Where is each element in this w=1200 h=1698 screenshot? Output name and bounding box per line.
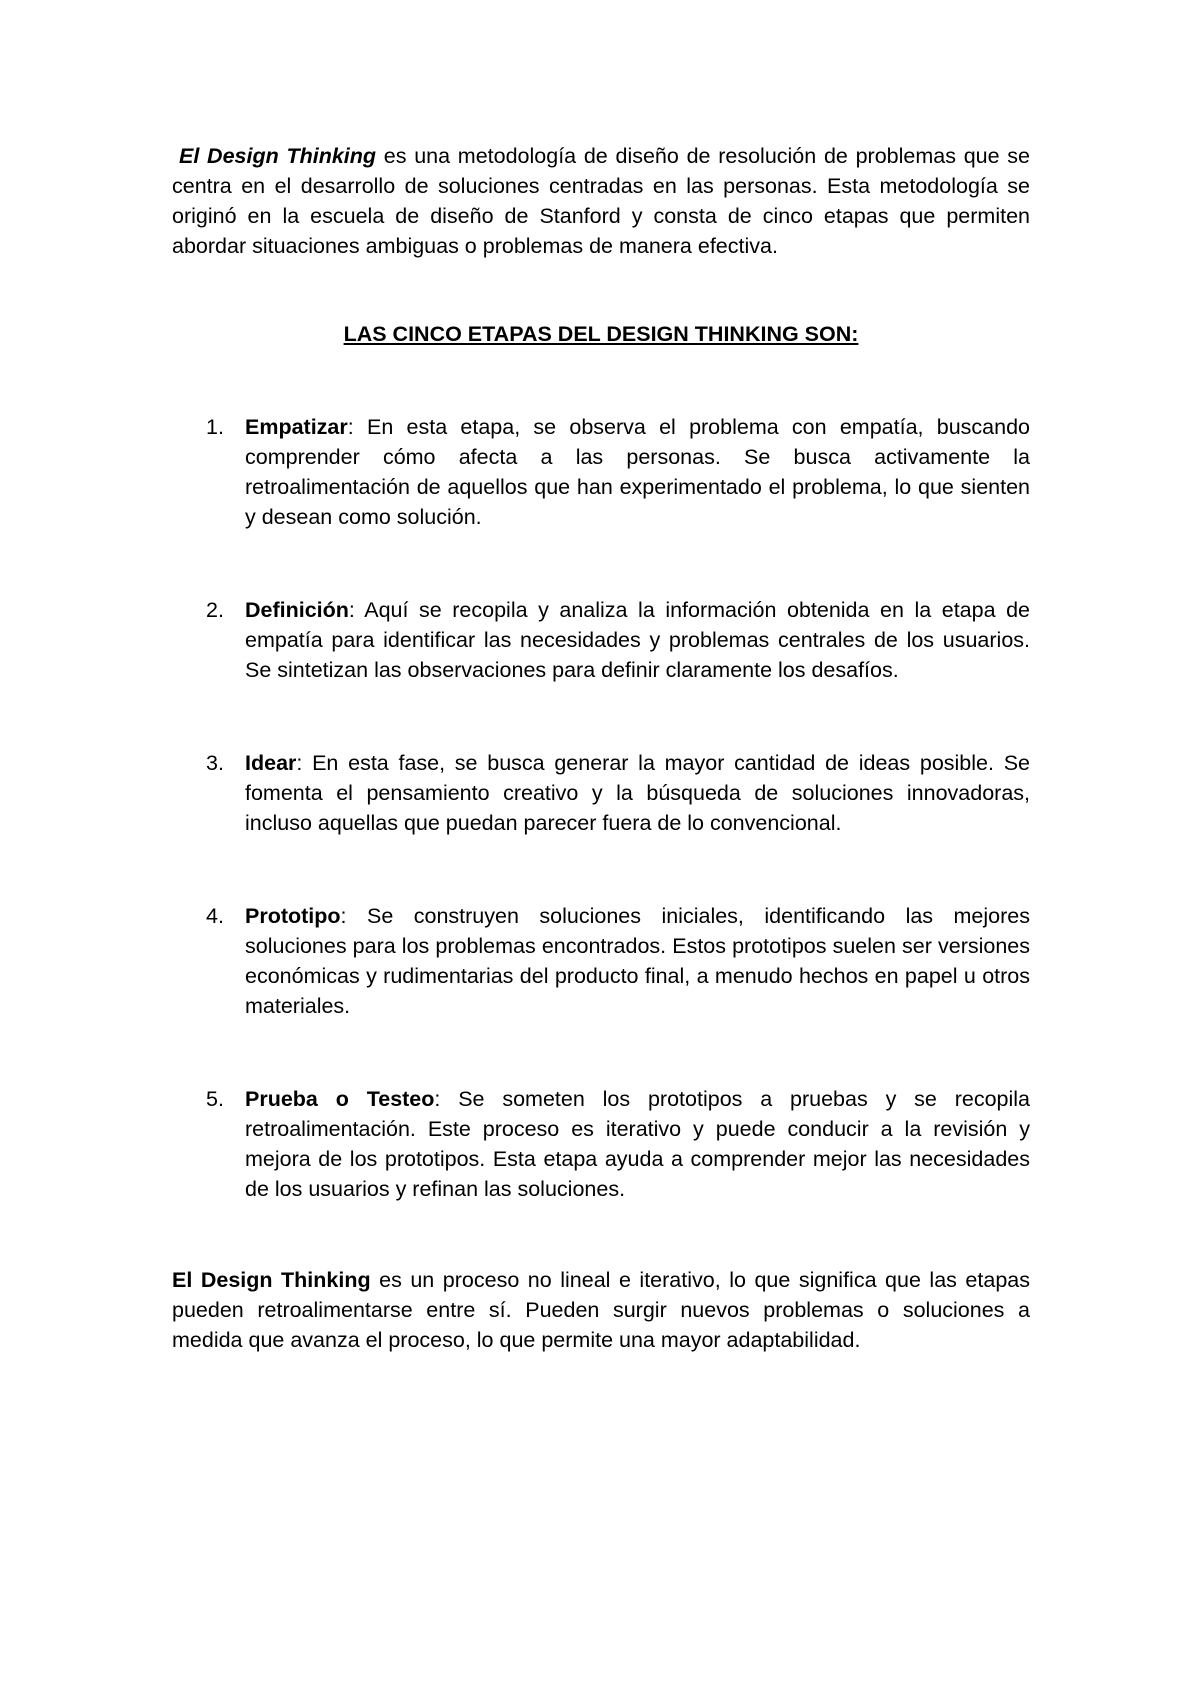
stage-item	[172, 1084, 1030, 1204]
stage-item	[172, 412, 1030, 532]
document-body	[172, 141, 1030, 1355]
stage-number: 1.	[206, 415, 224, 439]
stage-text: : En esta fase, se busca generar la mayor cantidad de ideas posible. Se fomenta el pensamiento creativo y la búsqueda de soluciones innovadoras, incluso aquellas que puedan parecer fuera de lo convencional.	[245, 751, 1030, 835]
stage-number: 5.	[206, 1087, 224, 1111]
stages-list	[172, 412, 1030, 1204]
stage-text: : Aquí se recopila y analiza la información obtenida en la etapa de empatía para identificar las necesidades y problemas centrales de los usuarios. Se sintetizan las observaciones para definir claramente los desafíos.	[245, 598, 1030, 682]
closing-text: es un proceso no lineal e iterativo, lo que significa que las etapas pueden retroalimentarse entre sí. Pueden surgir nuevos problemas o soluciones a medida que avanza el proceso, lo que permite una mayor adaptabilidad.	[172, 1268, 1030, 1352]
stage-text: : Se someten los prototipos a pruebas y se recopila retroalimentación. Este proceso es iterativo y puede conducir a la revisión y mejora de los prototipos. Esta etapa ayuda a comprender mejor las necesidades de los usuarios y refinan las soluciones.	[245, 1087, 1030, 1201]
intro-term: El Design Thinking	[179, 144, 377, 168]
stage-number: 2.	[206, 598, 224, 622]
section-heading: LAS CINCO ETAPAS DEL DESIGN THINKING SON:	[343, 322, 859, 346]
stage-text: : En esta etapa, se observa el problema con empatía, buscando comprender cómo afecta a las personas. Se busca activamente la retroalimentación de aquellos que han experimentado el problema, lo que sienten y desean como solución.	[245, 415, 1030, 529]
intro-text: es una metodología de diseño de resolución de problemas que se centra en el desarrollo de soluciones centradas en las personas. Esta metodología se originó en la escuela de diseño de Stanford y consta de cinco etapas que permiten abordar situaciones ambiguas o problemas de manera efectiva.	[172, 144, 1031, 258]
stage-title: Empatizar	[245, 415, 348, 439]
intro-paragraph	[172, 141, 1030, 261]
stage-number: 3.	[206, 751, 224, 775]
stage-title: Definición	[245, 598, 349, 622]
stage-title: Prototipo	[245, 904, 341, 928]
closing-term: El Design Thinking	[172, 1268, 371, 1292]
stage-title: Idear	[245, 751, 297, 775]
stage-number: 4.	[206, 904, 224, 928]
stage-title: Prueba o Testeo	[245, 1087, 435, 1111]
stage-text: : Se construyen soluciones iniciales, identificando las mejores soluciones para los problemas encontrados. Estos prototipos suelen ser versiones económicas y rudimentarias del producto final, a menudo hechos en papel u otros materiales.	[245, 904, 1030, 1018]
closing-paragraph	[172, 1265, 1030, 1355]
stage-item	[172, 901, 1030, 1021]
stage-item	[172, 748, 1030, 838]
stage-item	[172, 595, 1030, 685]
